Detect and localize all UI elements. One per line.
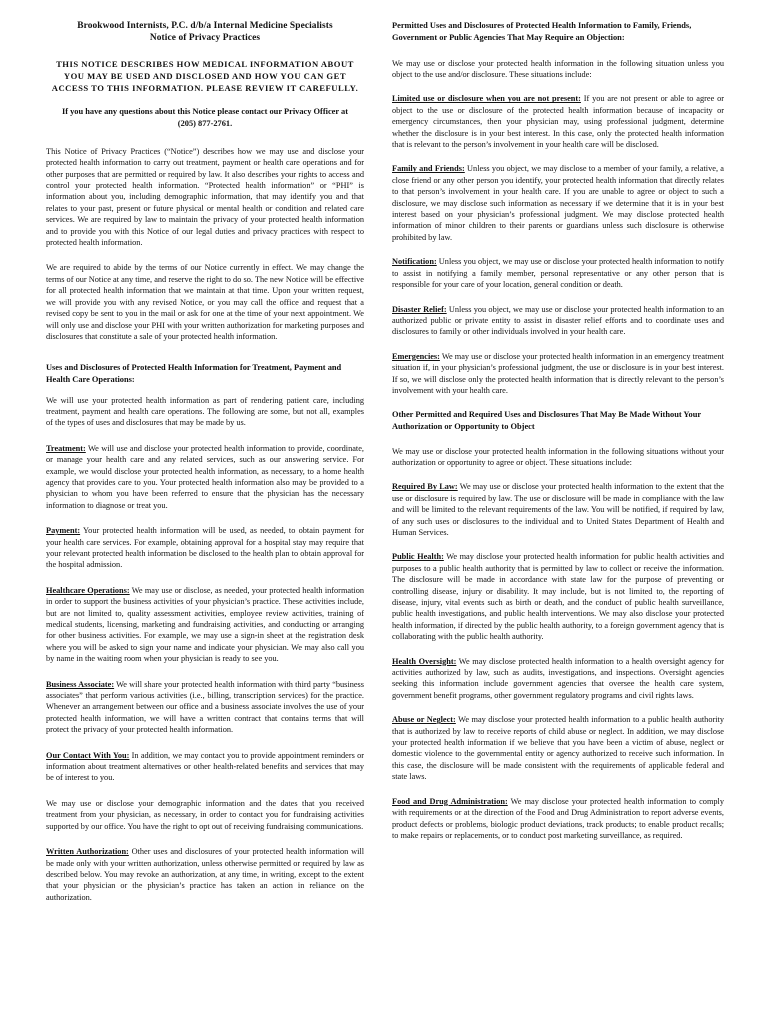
abuse-neglect-text: We may disclose your protected health information to a public health authority that is authorized by law to receive reports of child abuse or neglect. In addition, we may disclose your protected health information if we believe that you have been a victim of abuse, neglect or domestic violence to the governmental entity or agency authorized to receive such information. In this case, the disclosure will be made consistent with the requirements of applicable federal and state laws.	[392, 715, 724, 782]
business-associate-lead: Business Associate:	[46, 679, 115, 689]
fda-text: We may disclose your protected health information to comply with requirements or at the direction of the Food and Drug Administration to report adverse events, product defects or problems, biologic product deviations, track products; to enable product recalls; to make repairs or replacements, or to conduct post marketing surveillance, as required.	[392, 796, 724, 840]
written-authorization-lead: Written Authorization:	[46, 847, 129, 857]
document-title	[46, 20, 364, 45]
business-associate-text: We will share your protected health information with third party “business associates” that perform various activities (i.e., billing, transcription services) for the practice. Whenever an arrangement between our office and a business associate involves the use of your protected health information, we will have a written contract that contains terms that will protect the privacy of your protected health information.	[46, 679, 364, 735]
treatment-lead: Treatment:	[46, 443, 86, 453]
right-column	[392, 20, 724, 854]
emergencies-text: We may use or disclose your protected health information in an emergency treatment situation if, in your physician’s professional judgment, the use or disclosure is in your best interest. If so, we will disclose only the protected health information that is directly relevant to the person’s involvement with your health care.	[392, 351, 724, 395]
section-intro-treatment-payment: We will use your protected health information as part of rendering patient care, including treatment, payment and health care operations. The following are some, but not all, examples of the types of uses and disclosures that may be made by us.	[46, 395, 364, 428]
emergencies-paragraph	[392, 351, 724, 397]
healthcare-operations-lead: Healthcare Operations:	[46, 585, 130, 595]
title-line-1: Brookwood Internists, P.C. d/b/a Internal Medicine Specialists	[77, 21, 333, 31]
intro-paragraph-2: We are required to abide by the terms of our Notice currently in effect. We may change the terms of our Notice at any time, and reserve the right to do so. The new Notice will be effective for all protected health information that we maintain at that time. Upon your written request, we will provide you with any revised Notice, or you may call the office and request that a revised copy be sent to you in the mail or ask for one at the time of your next appointment. We will only use and disclose your PHI with your written authorization for marketing purposes and disclosures that constitute a sale of your protected health information.	[46, 263, 364, 341]
abuse-neglect-paragraph	[392, 714, 724, 782]
fda-paragraph	[392, 796, 724, 842]
healthcare-operations-text: We may use or disclose, as needed, your protected health information in order to support the business activities of your physician’s practice. These activities include, but are not limited to, quality assessment activities, employee review activities, training of medical students, licensing, marketing and fundraising activities, and conducting or arranging for other business activities. For example, we may use a sign-in sheet at the registration desk where you will be asked to sign your name and indicate your physician. We may also call you by name in the waiting room when your physician is ready to see you.	[46, 585, 364, 664]
title-line-2: Notice of Privacy Practices	[149, 33, 261, 44]
health-oversight-paragraph	[392, 656, 724, 702]
payment-text: Your protected health information will be used, as needed, to obtain payment for your health care services. For example, obtaining approval for a hospital stay may require that your relevant protected health information be disclosed to the health plan to obtain approval for the hospital admission.	[46, 526, 364, 570]
public-health-text: We may disclose your protected health information for public health activities and purposes to a public health authority that is permitted by law to collect or receive the information. The disclosure will be made in accordance with state law for the purpose of preventing or controlling disease, injury or disability. It may include, but is not limited to, the reporting of disease, injury, vital events such as birth or death, and the conduct of public health surveillance, public health investigations, and public health interventions. We may also disclose your protected health information, if directed by the public health authority, to a foreign government agency that is collaborating with the public health authority.	[392, 552, 724, 642]
healthcare-operations-paragraph	[46, 585, 364, 665]
payment-lead: Payment:	[46, 526, 81, 536]
limited-use-paragraph	[392, 93, 724, 150]
privacy-officer-notice: If you have any questions about this Notice please contact our Privacy Officer at (205) 877-2761.	[61, 106, 349, 128]
written-authorization-text: Other uses and disclosures of your protected health information will be made only with your written authorization, unless otherwise permitted or required by law as described below. You may revoke an authorization, at any time, in writing, except to the extent that your physician or the physician’s practice has taken an action in reliance on the authorization.	[46, 847, 364, 902]
disaster-relief-lead: Disaster Relief:	[392, 304, 447, 314]
treatment-paragraph	[46, 443, 364, 511]
limited-use-lead: Limited use or disclosure when you are not present:	[392, 94, 581, 104]
public-health-paragraph	[392, 551, 724, 642]
emergencies-lead: Emergencies:	[392, 351, 440, 361]
written-authorization-paragraph	[46, 846, 364, 903]
fda-lead: Food and Drug Administration:	[392, 796, 508, 806]
business-associate-paragraph	[46, 679, 364, 736]
required-by-law-lead: Required By Law:	[392, 482, 458, 492]
limited-use-text: If you are not present or able to agree or object to the use or disclosure of the protected health information because of incapacity or emergency circumstances, then your physician may, using professional judgment, determine whether the disclosure is in your best interest. In this case, only the protected health information that is relevant to the person’s involvement in your health care will be disclosed.	[392, 94, 724, 150]
notification-text: Unless you object, we may use or disclose your protected health information to notify to assist in notifying a family member, personal representative or any other person that is responsible for your care of your location, general condition or death.	[392, 257, 724, 290]
abuse-neglect-lead: Abuse or Neglect:	[392, 715, 456, 725]
intro-paragraph-1: This Notice of Privacy Practices (“Notice”) describes how we may use and disclose your protected health information to carry out treatment, payment or health care operations and for other purposes that are permitted or required by law. It also describes your rights to access and control your protected health information. “Protected health information” or “PHI” is information about you, including demographic information, that may identify you and that relates to your past, present or future physical or mental health or condition and related care services. We are required by law to maintain the privacy of your protected health information and to provide you with this Notice of our legal duties and privacy practices with respect to protected health information.	[46, 146, 364, 248]
health-oversight-text: We may disclose protected health information to a health oversight agency for activities authorized by law, such as audits, investigations, and inspections. Oversight agencies seeking this information include government agencies that oversee the health care system, government benefit programs, other government regulatory programs and civil rights laws.	[392, 656, 724, 700]
contact-with-you-text: In addition, we may contact you to provide appointment reminders or information about treatment alternatives or other health-related benefits and services that may be of interest to you.	[46, 750, 365, 783]
contact-with-you-lead: Our Contact With You:	[46, 750, 130, 760]
left-column	[46, 20, 364, 917]
family-friends-paragraph	[392, 163, 724, 243]
notification-lead: Notification:	[392, 257, 437, 267]
section-title-treatment-payment: Uses and Disclosures of Protected Health Information for Treatment, Payment and Health Care Operations:	[46, 363, 342, 384]
disaster-relief-text: Unless you object, we may use or disclose your protected health information to an authorized public or private entity to assist in disaster relief efforts and to coordinate uses and disclosures to family or other individuals involved in your health care.	[392, 304, 724, 337]
family-friends-text: Unless you object, we may disclose to a member of your family, a relative, a close friend or any other person you identify, your protected health information that directly relates to that person’s involvement in your health care. If you are unable to agree or object to such a disclosure, we may disclose such information as necessary if we determine that it is in your best interest based on your physician’s professional judgment. We may disclose protected health information of minor children to their parents or guardians unless such disclosure is otherwise prohibited by law.	[392, 164, 724, 242]
payment-paragraph	[46, 525, 364, 571]
health-oversight-lead: Health Oversight:	[392, 656, 457, 666]
family-friends-lead: Family and Friends:	[392, 164, 465, 174]
treatment-text: We will use and disclose your protected health information to provide, coordinate, or manage your health care and any related services, such as our answering service. For example, we would disclose your protected health information, as necessary, to a home health agency that provides care to you. Your protected health information also may be provided to a physician to whom you have been referred to ensure that the physician has the necessary information to diagnose or treat you.	[46, 443, 364, 510]
required-by-law-text: We may use or disclose your protected health information to the extent that the use or disclosure is required by law. The use or disclosure will be made in compliance with the law and will be limited to the relevant requirements of the law. You will be notified, if required by law, of any such uses or disclosures to the individual and to United States Department of Health and Human Services.	[392, 482, 724, 537]
section-title-family-friends: Permitted Uses and Disclosures of Protected Health Information to Family, Friends, Government or Public Agencies That May Require an Objection:	[392, 21, 692, 42]
section-intro-family-friends: We may use or disclose your protected health information in the following situation unless you object to the use and/or disclosure. These situations include:	[392, 58, 724, 79]
disaster-relief-paragraph	[392, 304, 724, 338]
public-health-lead: Public Health:	[392, 552, 444, 562]
section-intro-without-authorization: We may use or disclose your protected health information in the following situations without your authorization or opportunity to agree or object. These situations include:	[392, 446, 724, 467]
demographic-paragraph: We may use or disclose your demographic information and the dates that you received treatment from your physician, as necessary, in order to contact you for fundraising activities supported by our office. You have the right to opt out of receiving fundraising communications.	[46, 798, 364, 831]
contact-with-you-paragraph	[46, 750, 364, 784]
section-title-without-authorization: Other Permitted and Required Uses and Disclosures That May Be Made Without Your Authorization or Opportunity to Object	[392, 410, 701, 431]
notification-paragraph	[392, 256, 724, 290]
required-by-law-paragraph	[392, 481, 724, 538]
caps-notice: THIS NOTICE DESCRIBES HOW MEDICAL INFORMATION ABOUT YOU MAY BE USED AND DISCLOSED AND HOW YOU CAN GET ACCESS TO THIS INFORMATION. PLEASE REVIEW IT CAREFULLY.	[51, 58, 359, 93]
